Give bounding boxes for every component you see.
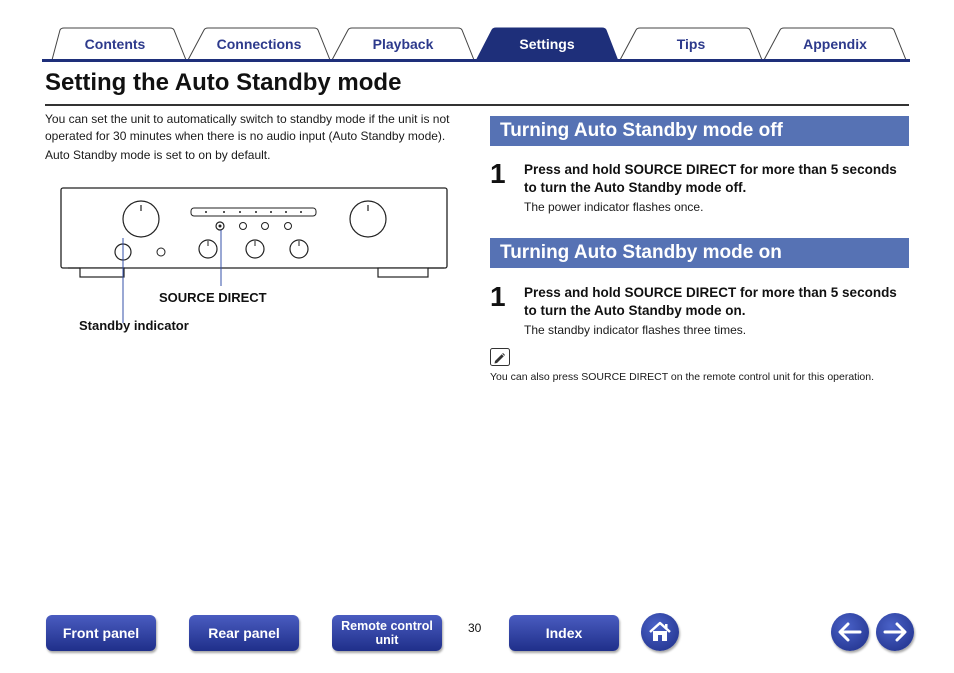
button-label-line2: unit: [375, 633, 399, 647]
front-panel-button[interactable]: [46, 615, 156, 651]
remote-control-unit-button[interactable]: [332, 615, 442, 651]
intro-paragraph: Auto Standby mode is set to on by default.: [45, 148, 271, 162]
forward-button[interactable]: [876, 613, 914, 651]
arrow-right-icon: [882, 622, 908, 642]
step-result: The power indicator flashes once.: [524, 200, 704, 214]
step-result: The standby indicator flashes three times.: [524, 323, 747, 337]
page-title: Setting the Auto Standby mode: [45, 69, 402, 96]
home-button[interactable]: [641, 613, 679, 651]
tab-appendix[interactable]: [762, 27, 908, 61]
pencil-note-icon: [490, 348, 510, 366]
tab-label: Appendix: [803, 36, 867, 52]
tab-contents[interactable]: [42, 27, 188, 61]
tab-connections[interactable]: [186, 27, 332, 61]
tab-playback[interactable]: [330, 27, 476, 61]
page-number: 30: [468, 621, 482, 635]
tab-underline: [42, 59, 910, 62]
arrow-left-icon: [837, 622, 863, 642]
step-instruction: Press and hold SOURCE DIRECT for more than 5 seconds to turn the Auto Standby mode off.: [524, 162, 897, 195]
section-heading-off: Turning Auto Standby mode off: [490, 116, 909, 146]
rear-panel-button[interactable]: [189, 615, 299, 651]
tab-settings[interactable]: [474, 27, 620, 61]
tab-label: Connections: [216, 36, 302, 52]
index-button[interactable]: [509, 615, 619, 651]
step-number: 1: [490, 281, 506, 312]
tab-bar: [42, 27, 910, 63]
standby-indicator-label: Standby indicator: [79, 318, 189, 333]
title-divider: [45, 104, 909, 106]
intro-text: [45, 111, 457, 166]
source-direct-label: SOURCE DIRECT: [159, 290, 267, 305]
step-instruction: Press and hold SOURCE DIRECT for more than 5 seconds to turn the Auto Standby mode on.: [524, 285, 897, 318]
tab-tips[interactable]: [618, 27, 764, 61]
back-button[interactable]: [831, 613, 869, 651]
button-label: Rear panel: [208, 625, 280, 641]
button-label: Front panel: [62, 625, 140, 641]
tab-label: Tips: [676, 36, 706, 52]
home-icon: [647, 620, 673, 644]
tab-label: Playback: [372, 36, 434, 52]
button-label-line1: Remote control: [341, 619, 433, 633]
tab-label: Settings: [519, 36, 575, 52]
tab-label: Contents: [84, 36, 146, 52]
section-heading-on: Turning Auto Standby mode on: [490, 238, 909, 268]
button-label: Index: [545, 625, 583, 641]
intro-paragraph: You can set the unit to automatically switch to standby mode if the unit is not operated for 30 minutes when there is no audio input (Auto Standby mode).: [45, 112, 450, 143]
note-text: You can also press SOURCE DIRECT on the remote control unit for this operation.: [490, 371, 875, 383]
step-number: 1: [490, 158, 506, 189]
amplifier-front-panel-illustration: [58, 186, 458, 286]
